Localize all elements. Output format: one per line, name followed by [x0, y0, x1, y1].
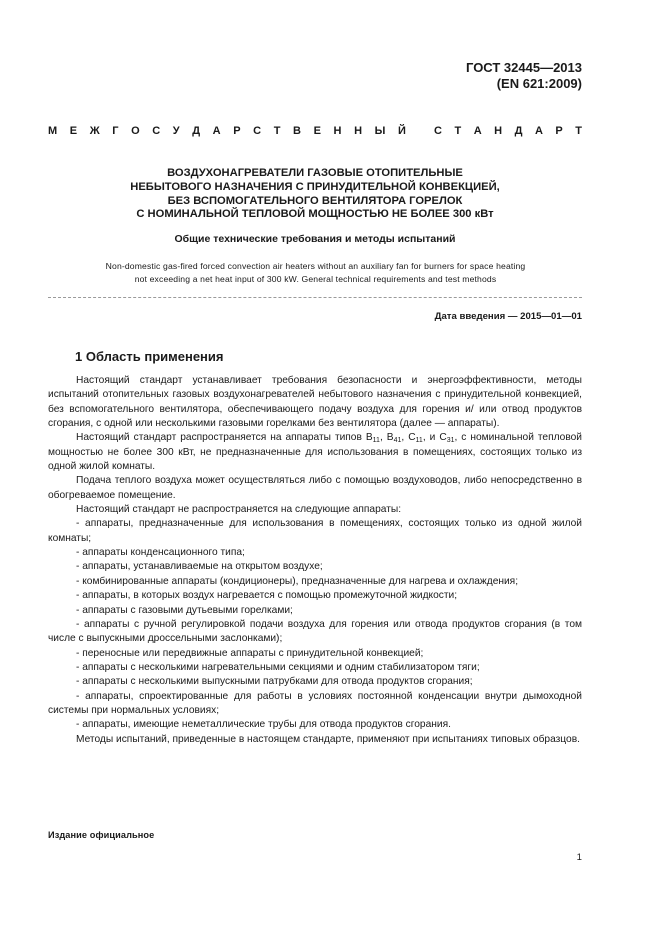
document-code — [466, 60, 582, 92]
banner-letter: Р — [233, 125, 241, 137]
banner-letter: О — [131, 125, 140, 137]
list-item: - аппараты, предназначенные для использования в помещениях, состоящих только из одной жилой комнаты; — [48, 518, 582, 544]
paragraph-types: Настоящий стандарт распространяется на аппараты типов $B_{11}$, $B_{41}$, $C_{11}$, и $C_{31}$, с номинальной тепловой мощностью не более 300 кВт, не предназначенные для использования в помещениях, состоящих только из одной жилой комнаты. — [48, 432, 582, 473]
banner-letter: Г — [112, 125, 119, 137]
banner-letter: А — [534, 125, 543, 137]
banner-letter: Й — [397, 125, 406, 137]
banner-letter: У — [172, 125, 180, 137]
list-item: - аппараты с газовыми дутьевыми горелками; — [76, 604, 293, 616]
title-line: С НОМИНАЛЬНОЙ ТЕПЛОВОЙ МОЩНОСТЬЮ НЕ БОЛЕЕ 300 кВт — [136, 208, 494, 221]
list-item: - аппараты, в которых воздух нагревается с помощью промежуточной жидкости; — [76, 590, 458, 602]
gost-code: ГОСТ 32445—2013 — [466, 60, 582, 75]
banner-letter: Т — [273, 125, 281, 137]
list-item: - аппараты с несколькими нагревательными секциями и одним стабилизатором тяги; — [76, 661, 480, 673]
banner-letter: Т — [575, 125, 582, 137]
english-title-line: Non-domestic gas-fired forced convection air heaters without an auxiliary fan for burners for space heating — [105, 261, 526, 271]
standard-banner — [48, 125, 582, 137]
divider — [48, 297, 582, 298]
section-heading: 1 Область применения — [75, 349, 224, 364]
section-body — [48, 374, 582, 747]
title-line: НЕБЫТОВОГО НАЗНАЧЕНИЯ С ПРИНУДИТЕЛЬНОЙ КОНВЕКЦИЕЙ, — [130, 180, 500, 193]
list-item: - переносные или передвижные аппараты с принудительной конвекцией; — [76, 647, 424, 659]
banner-letter: Ж — [89, 125, 100, 137]
document-subtitle: Общие технические требования и методы испытаний — [174, 233, 456, 245]
banner-letter: Д — [192, 125, 201, 137]
banner-letter: Е — [313, 125, 321, 137]
list-item: - аппараты с несколькими выпускными патрубками для отвода продуктов сгорания; — [76, 676, 473, 688]
banner-letter: С — [434, 125, 442, 137]
banner-word-interstate — [48, 125, 406, 137]
introduction-date: Дата введения — 2015—01—01 — [434, 311, 582, 322]
banner-letter: Д — [514, 125, 523, 137]
en-code: (EN 621:2009) — [496, 76, 582, 91]
english-title — [60, 260, 571, 285]
list-item: - аппараты, устанавливаемые на открытом воздухе; — [76, 561, 323, 573]
banner-letter: А — [212, 125, 221, 137]
list-item: - аппараты, имеющие неметаллические трубы для отвода продуктов сгорания. — [76, 719, 451, 731]
list-item: - аппараты, спроектированные для работы в условиях постоянной конденсации внутри дымоходной системы при нормальных условиях; — [48, 690, 582, 716]
banner-letter: В — [293, 125, 301, 137]
banner-letter: А — [473, 125, 482, 137]
banner-letter: С — [152, 125, 161, 137]
list-item: - комбинированные аппараты (кондиционеры), предназначенные для нагрева и охлаждения; — [76, 575, 519, 587]
banner-letter: Т — [454, 125, 462, 137]
paragraph: Настоящий стандарт не распространяется на следующие аппараты: — [76, 504, 402, 516]
official-edition-label: Издание официальное — [48, 830, 155, 840]
paragraph: Настоящий стандарт устанавливает требования безопасности и энергоэффективности, методы испытаний отопительных газовых воздухонагревателей небытового назначения с принудительной конвекцией, без вспомогательного вентилятора, обеспечивающего подачу воздуха для горения и/ или отвод продуктов сгорания, с одной или несколькими газовыми горелками без вентилятора (далее — аппараты). — [48, 375, 582, 430]
banner-letter: Н — [354, 125, 363, 137]
english-title-line: not exceeding a net heat input of 300 kW. General technical requirements and test methods — [134, 273, 497, 284]
paragraph: Методы испытаний, приведенные в настоящем стандарте, применяют при испытаниях типовых образцов. — [76, 733, 580, 745]
banner-letter: Е — [69, 125, 78, 137]
banner-letter: Ы — [374, 125, 386, 137]
title-line: БЕЗ ВСПОМОГАТЕЛЬНОГО ВЕНТИЛЯТОРА ГОРЕЛОК — [167, 194, 463, 207]
banner-letter: С — [253, 125, 262, 137]
document-title — [48, 167, 582, 222]
page-number: 1 — [576, 852, 582, 863]
banner-letter: Н — [333, 125, 342, 137]
banner-word-standard — [434, 125, 582, 137]
paragraph: Подача теплого воздуха может осуществляться либо с помощью воздуховодов, либо непосредственно в обогреваемое помещение. — [48, 475, 582, 501]
title-line: ВОЗДУХОНАГРЕВАТЕЛИ ГАЗОВЫЕ ОТОПИТЕЛЬНЫЕ — [167, 167, 463, 179]
banner-letter: Н — [494, 125, 503, 137]
banner-letter: М — [48, 125, 58, 137]
list-item: - аппараты с ручной регулировкой подачи воздуха для горения или отвода продуктов сгорания (в том числе с выпускными дроссельными заслонками); — [48, 618, 582, 645]
list-item: - аппараты конденсационного типа; — [76, 547, 245, 559]
banner-letter: Р — [555, 125, 563, 137]
